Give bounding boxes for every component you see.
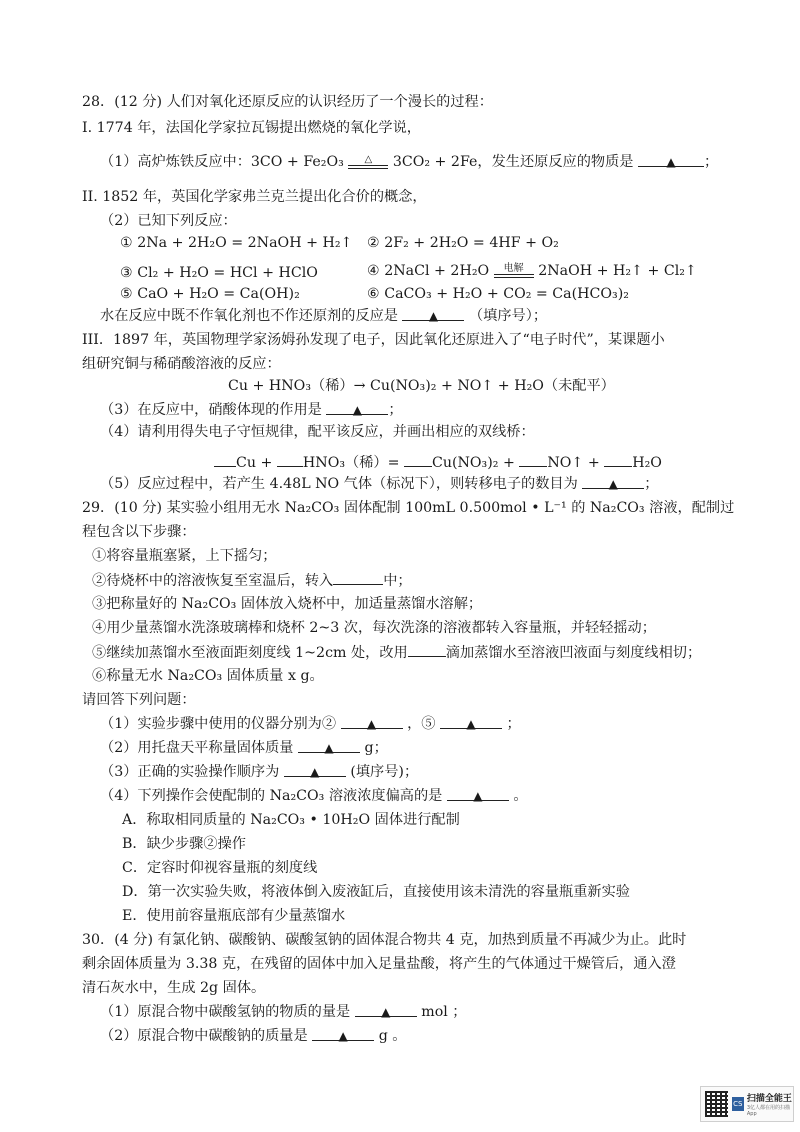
a1-end: ； <box>506 716 521 732</box>
watermark-text <box>747 1091 793 1117</box>
q5-text: （5）反应过程中，若产生 4.48L NO 气体（标况下），则转移电子的数目为 <box>100 476 578 492</box>
q28-q1-prefix: （1）高炉炼铁反应中：3CO + Fe₂O₃ <box>100 154 344 170</box>
triangle-icon: ▲ <box>473 789 483 803</box>
cs-logo-icon: CS <box>732 1097 744 1111</box>
step2-blank[interactable] <box>333 570 383 585</box>
equals-bar <box>494 274 534 278</box>
a3-text: （3）正确的实验操作顺序为 <box>100 764 280 780</box>
heating-condition <box>348 155 388 169</box>
q28-q2-ask <box>100 306 547 326</box>
watermark-title: 扫描全能王 <box>746 1094 792 1104</box>
step5-tail: 滴加蒸馏水至溶液凹液面与刻度线相切； <box>445 645 702 661</box>
reaction-2: ② 2F₂ + 2H₂O = 4HF + O₂ <box>367 235 559 251</box>
qr-code-icon <box>705 1091 728 1117</box>
triangle-icon: ▲ <box>666 155 676 169</box>
answer-blank[interactable] <box>582 474 644 489</box>
electrolysis-condition <box>494 264 534 278</box>
a1-text: （1）实验步骤中使用的仪器分别为② <box>100 716 337 732</box>
coef-blank-cuno3[interactable] <box>404 452 432 467</box>
step2-text: ②待烧杯中的溶液恢复至室温后，转入 <box>92 573 334 589</box>
option-c: C．定容时仰视容量瓶的刻度线 <box>122 860 318 876</box>
q28-q1-suffix: 3CO₂ + 2Fe，发生还原反应的物质是 <box>392 154 634 170</box>
q30-answer-2 <box>100 1026 406 1046</box>
reaction-5: ⑤ CaO + H₂O = Ca(OH)₂ <box>120 286 300 302</box>
q28-question-1: （1）高炉炼铁反应中：3CO + Fe₂O₃ △ 3CO₂ + 2Fe，发生还原反应的物质是 ▲ ； <box>100 154 719 170</box>
electrolysis-label: 电解 <box>503 263 524 274</box>
triangle-icon: ▲ <box>352 403 362 417</box>
q30-answer-1 <box>100 1002 466 1022</box>
a3-tail: (填序号)； <box>350 764 419 780</box>
coef-blank-h2o[interactable] <box>604 452 632 467</box>
q29-answer-4 <box>100 786 528 806</box>
a4-tail: 。 <box>513 788 528 804</box>
q2-tail-text: （填序号）； <box>468 308 548 324</box>
answer-blank[interactable] <box>402 306 464 321</box>
copper-nitric-equation: Cu + HNO₃（稀）→ Cu(NO₃)₂ + NO↑ + H₂O（未配平） <box>228 378 615 394</box>
q28-part-2: II. 1852 年，英国化学家弗兰克兰提出化合价的概念， <box>82 189 427 205</box>
eq4-h2o: H₂O <box>632 455 662 471</box>
option-a: A．称取相同质量的 Na₂CO₃ • 10H₂O 固体进行配制 <box>122 812 460 828</box>
eq4-no: NO↑ + <box>547 455 600 471</box>
q30-heading-line-3: 清石灰水中，生成 2g 固体。 <box>82 980 266 996</box>
q29-step-2 <box>92 570 412 591</box>
q28-question-4: （4）请利用得失电子守恒规律，配平该反应，并画出相应的双线桥： <box>100 424 535 440</box>
q29-step-3: ③把称量好的 Na₂CO₃ 固体放入烧杯中，加适量蒸馏水溶解； <box>92 596 483 612</box>
triangle-icon: ▲ <box>338 1029 348 1043</box>
answer-blank[interactable] <box>326 400 388 415</box>
triangle-icon: ▲ <box>324 741 334 755</box>
answer-blank[interactable] <box>355 1002 417 1017</box>
option-e: E．使用前容量瓶底部有少量蒸馏水 <box>122 908 346 924</box>
answer-blank[interactable] <box>341 714 403 729</box>
answer-blank[interactable] <box>447 786 509 801</box>
balance-equation <box>214 452 662 473</box>
q28-question-3: （3）在反应中，硝酸体现的作用是 ▲ ； <box>100 402 403 418</box>
q30-heading-line-1: 30．(4 分) 有氯化钠、碳酸钠、碳酸氢钠的固体混合物共 4 克，加热到质量不再减少为止。此时 <box>82 932 687 948</box>
q29-answer-prompt: 请回答下列问题： <box>82 692 196 708</box>
reaction-4 <box>367 261 697 281</box>
b1-unit: mol ； <box>421 1004 467 1020</box>
q28-part-3-line-2: 组研究铜与稀硝酸溶液的反应： <box>82 356 281 372</box>
b2-unit: g 。 <box>378 1028 407 1044</box>
q30-heading-line-2: 剩余固体质量为 3.38 克，在残留的固体中加入足量盐酸，将产生的气体通过干燥管后，通入澄 <box>82 956 676 972</box>
step5-text: ⑤继续加蒸馏水至液面距刻度线 1~2cm 处，改用 <box>92 645 408 661</box>
coef-blank-no[interactable] <box>519 452 547 467</box>
triangle-icon: ▲ <box>366 717 377 731</box>
q2-ask-text: 水在反应中既不作氧化剂也不作还原剂的反应是 <box>100 308 398 324</box>
heat-symbol: △ <box>364 154 373 165</box>
q29-step-4: ④用少量蒸馏水洗涤玻璃棒和烧杯 2~3 次，每次洗涤的溶液都转入容量瓶，并轻轻摇动； <box>92 620 656 636</box>
reaction-3: ③ Cl₂ + H₂O = HCl + HClO <box>120 265 318 281</box>
triangle-icon: ▲ <box>466 717 476 731</box>
q3-text: （3）在反应中，硝酸体现的作用是 <box>100 402 322 418</box>
b2-text: （2）原混合物中碳酸钠的质量是 <box>100 1028 308 1044</box>
step2-tail: 中； <box>383 573 412 589</box>
a2-unit: g； <box>364 740 388 756</box>
reaction-1: ① 2Na + 2H₂O = 2NaOH + H₂↑ <box>120 235 353 251</box>
triangle-icon: ▲ <box>381 1005 391 1019</box>
eq4-cu: Cu + <box>236 455 273 471</box>
q29-heading-line-1: 29．(10 分) 某实验小组用无水 Na₂CO₃ 固体配制 100mL 0.500mol • L⁻¹ 的 Na₂CO₃ 溶液，配制过 <box>82 500 735 516</box>
q29-answer-2 <box>100 738 388 758</box>
reaction-6: ⑥ CaCO₃ + H₂O + CO₂ = Ca(HCO₃)₂ <box>367 286 629 302</box>
q29-answer-1 <box>100 714 521 734</box>
q28-question-5: （5）反应过程中，若产生 4.48L NO 气体（标况下），则转移电子的数目为 ▲ ； <box>100 476 659 492</box>
answer-blank[interactable] <box>638 152 704 167</box>
equals-bar <box>348 165 388 169</box>
q28-part-3-line-1: III．1897 年，英国物理学家汤姆孙发现了电子，因此氧化还原进入了“电子时代”，某课题小 <box>82 332 665 348</box>
watermark-subtitle: 3亿人都在用的扫描App <box>746 1105 791 1117</box>
eq4-cuno3: Cu(NO₃)₂ + <box>431 455 515 471</box>
coef-blank-hno3[interactable] <box>277 452 303 467</box>
r4-suffix: 2NaOH + H₂↑ + Cl₂↑ <box>538 263 697 279</box>
option-b: B．缺少步骤②操作 <box>122 836 246 852</box>
triangle-icon: ▲ <box>428 309 439 323</box>
step5-blank[interactable] <box>408 642 446 657</box>
answer-blank[interactable] <box>440 714 502 729</box>
b1-text: （1）原混合物中碳酸氢钠的物质的量是 <box>100 1004 351 1020</box>
q29-step-1: ①将容量瓶塞紧，上下摇匀； <box>92 548 277 564</box>
q28-question-2: （2）已知下列反应： <box>100 213 237 229</box>
answer-blank[interactable] <box>298 738 360 753</box>
q29-step-6: ⑥称量无水 Na₂CO₃ 固体质量 x g。 <box>92 668 324 684</box>
a4-text: （4）下列操作会使配制的 Na₂CO₃ 溶液浓度偏高的是 <box>100 788 443 804</box>
camscanner-watermark <box>700 1086 794 1122</box>
q29-step-5 <box>92 642 701 663</box>
a2-text: （2）用托盘天平称量固体质量 <box>100 740 294 756</box>
q29-answer-3 <box>100 762 418 782</box>
eq4-hno3: HNO₃（稀）= <box>302 455 400 471</box>
q28-heading: 28．(12 分) 人们对氧化还原反应的认识经历了一个漫长的过程： <box>82 94 493 110</box>
q28-part-1: I. 1774 年，法国化学家拉瓦锡提出燃烧的氧化学说， <box>82 120 421 136</box>
triangle-icon: ▲ <box>310 765 320 779</box>
answer-blank[interactable] <box>284 762 346 777</box>
q29-heading-line-2: 程包含以下步骤： <box>82 524 196 540</box>
option-d: D．第一次实验失败，将液体倒入废液缸后，直接使用该未清洗的容量瓶重新实验 <box>122 884 630 900</box>
r4-prefix: ④ 2NaCl + 2H₂O <box>367 263 490 279</box>
coef-blank-cu[interactable] <box>214 452 236 467</box>
answer-blank[interactable] <box>312 1026 374 1041</box>
triangle-icon: ▲ <box>608 477 618 491</box>
a1-mid: ，⑤ <box>407 716 436 732</box>
